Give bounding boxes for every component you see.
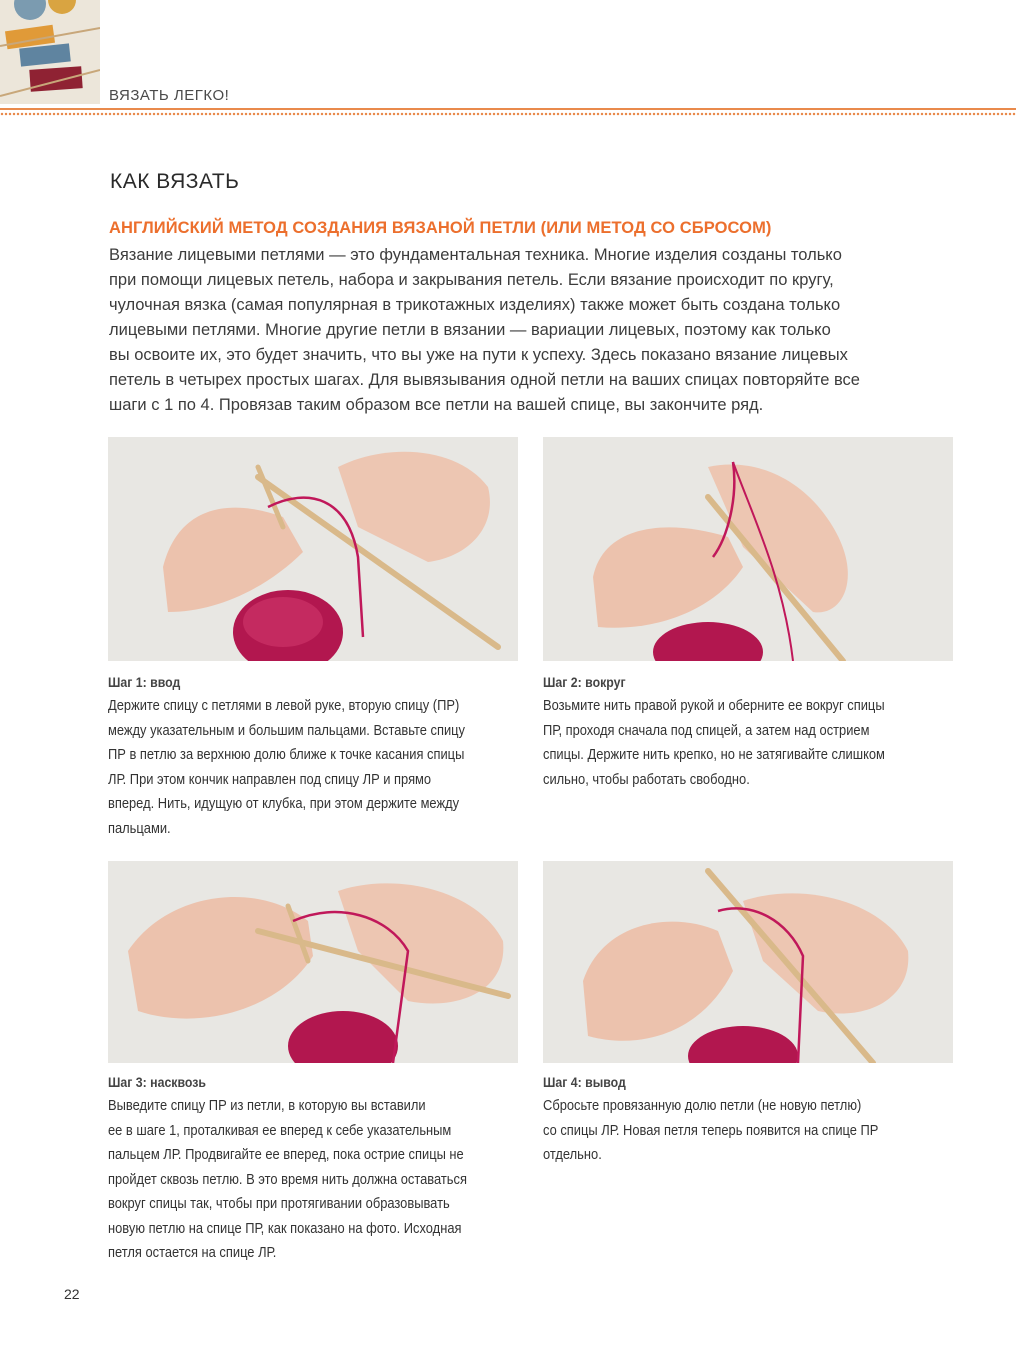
caption-line: Сбросьте провязанную долю петли (не новую петлю) (543, 1097, 862, 1114)
caption-line: между указательным и большим пальцами. Вставьте спицу (108, 721, 466, 739)
caption-line: петля остается на спице ЛР. (108, 1244, 277, 1261)
caption-line: пальцем ЛР. Продвигайте ее вперед, пока острие спицы не (108, 1146, 464, 1163)
caption-line: со спицы ЛР. Новая петля теперь появится на спице ПР (543, 1121, 879, 1139)
section-title: КАК ВЯЗАТЬ (110, 170, 240, 193)
step-3-photo (108, 861, 518, 1063)
step-4-photo (543, 861, 953, 1063)
header-dotted-rule (0, 112, 1016, 116)
step-1-description (108, 694, 512, 841)
step-3-label: Шаг 3: насквозь (108, 1074, 206, 1090)
caption-line: сильно, чтобы работать свободно. (543, 770, 750, 788)
intro-line: петель в четырех простых шагах. Для вывязывания одной петли на ваших спицах повторяйте все (109, 371, 860, 389)
section-subtitle: АНГЛИЙСКИЙ МЕТОД СОЗДАНИЯ ВЯЗАНОЙ ПЕТЛИ (ИЛИ МЕТОД СО СБРОСОМ) (109, 219, 772, 237)
caption-line: Держите спицу с петлями в левой руке, вторую спицу (ПР) (108, 697, 460, 714)
caption-line: ЛР. При этом кончик направлен под спицу ЛР и прямо (108, 770, 432, 788)
step-4-description (543, 1094, 947, 1168)
chapter-thumbnail-image (0, 0, 100, 104)
intro-line: лицевыми петлями. Многие другие петли в вязании — вариации лицевых, поэтому как только (109, 321, 831, 339)
intro-paragraph (109, 243, 909, 418)
step-4-label: Шаг 4: вывод (543, 1074, 626, 1090)
caption-line: ПР в петлю за верхнюю долю ближе к точке касания спицы (108, 746, 465, 763)
chapter-header: ВЯЗАТЬ ЛЕГКО! (109, 87, 230, 104)
step-1-photo (108, 437, 518, 661)
caption-line: новую петлю на спице ПР, как показано на фото. Исходная (108, 1219, 462, 1237)
caption-line: вокруг спицы так, чтобы при протягивании образовывать (108, 1195, 450, 1212)
intro-line: Вязание лицевыми петлями — это фундаментальная техника. Многие изделия созданы только (109, 246, 842, 264)
header-rule (0, 108, 1016, 110)
caption-line: пальцами. (108, 819, 171, 837)
step-2-label: Шаг 2: вокруг (543, 674, 626, 690)
step-2-description (543, 694, 947, 792)
caption-line: пройдет сквозь петлю. В это время нить должна оставаться (108, 1170, 467, 1188)
step-2-photo (543, 437, 953, 661)
intro-line: при помощи лицевых петель, набора и закрывания петель. Если вязание происходит по кругу, (109, 271, 834, 289)
caption-line: отдельно. (543, 1146, 602, 1163)
caption-line: ПР, проходя сначала под спицей, а затем над острием (543, 721, 870, 739)
step-3-description (108, 1094, 512, 1266)
caption-line: спицы. Держите нить крепко, но не затягивайте слишком (543, 746, 885, 763)
caption-line: Выведите спицу ПР из петли, в которую вы вставили (108, 1097, 426, 1114)
caption-line: ее в шаге 1, проталкивая ее вперед к себе указательным (108, 1121, 452, 1139)
intro-line: вы освоите их, это будет значить, что вы уже на пути к успеху. Здесь показано вязание лицевых (109, 346, 848, 364)
intro-line: чулочная вязка (самая популярная в трикотажных изделиях) также может быть создана только (109, 296, 841, 314)
intro-line: шаги с 1 по 4. Провязав таким образом все петли на вашей спице, вы закончите ряд. (109, 396, 764, 414)
caption-line: вперед. Нить, идущую от клубка, при этом держите между (108, 795, 460, 812)
step-1-label: Шаг 1: ввод (108, 674, 181, 690)
page-number: 22 (64, 1286, 80, 1302)
caption-line: Возьмите нить правой рукой и оберните ее вокруг спицы (543, 697, 885, 714)
